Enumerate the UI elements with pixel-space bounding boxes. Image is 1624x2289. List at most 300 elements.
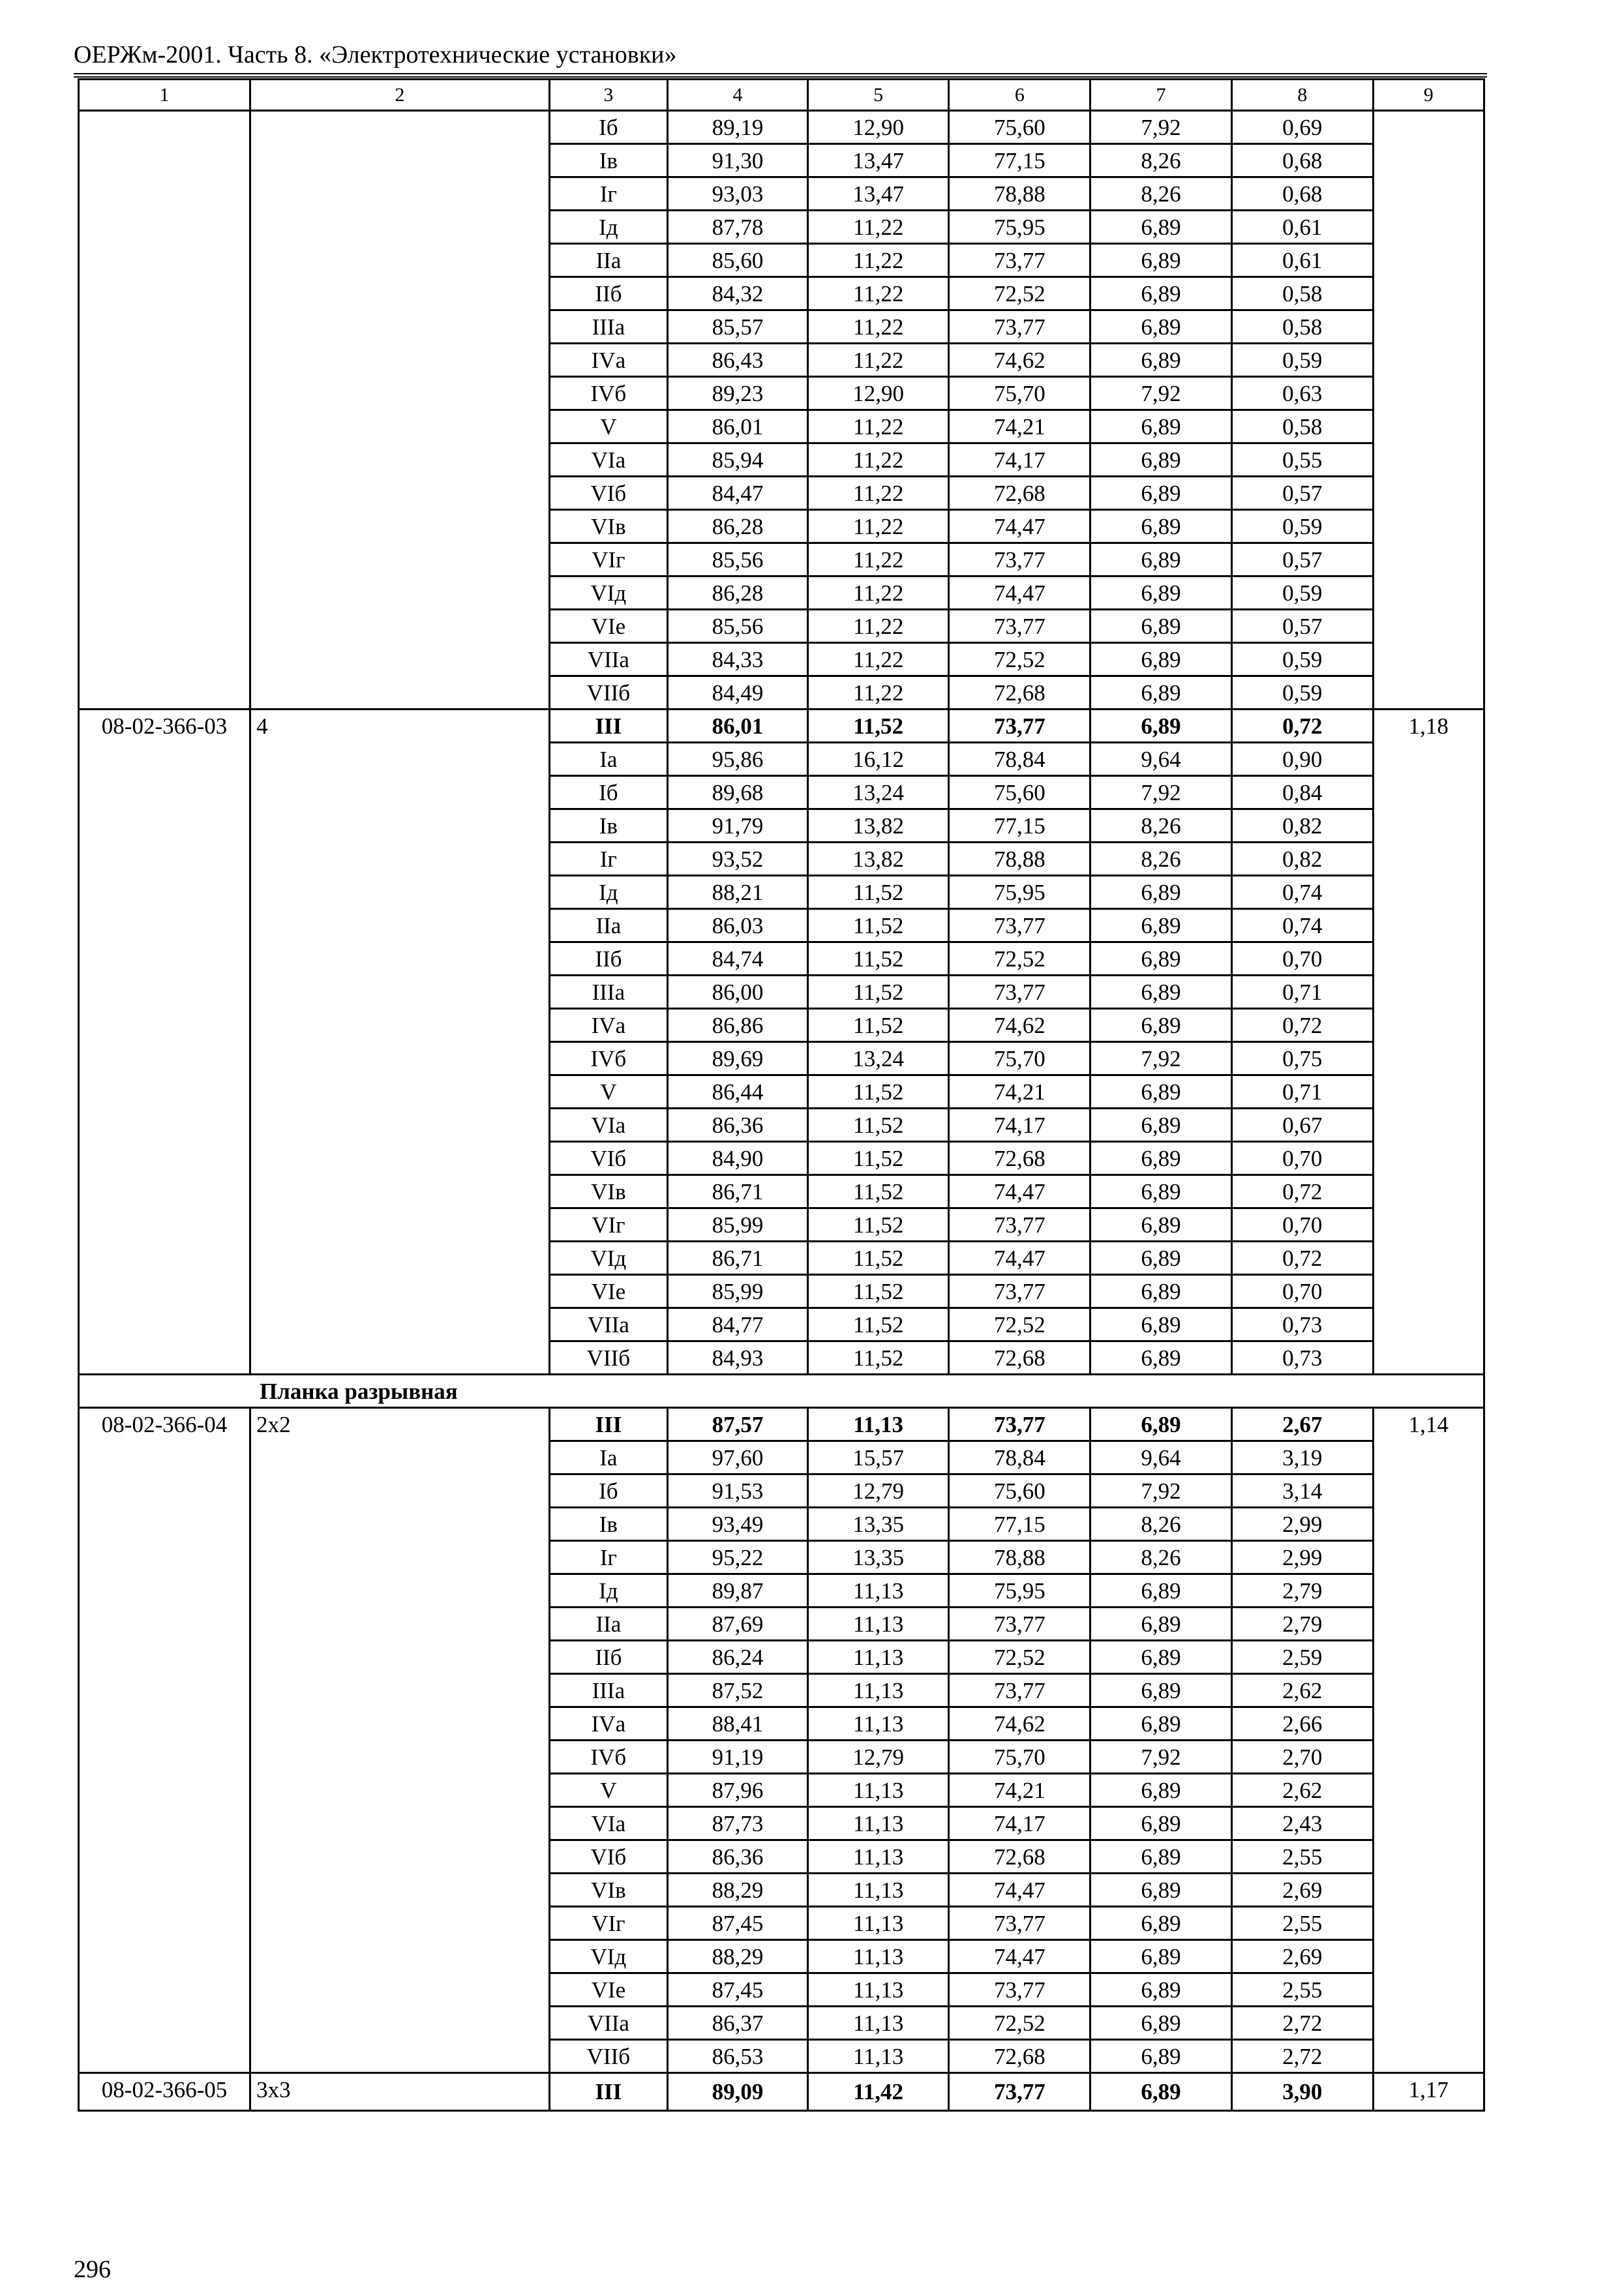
value-cell-c7: 6,89 — [1090, 1109, 1232, 1142]
value-cell-c6: 75,70 — [949, 1741, 1090, 1774]
zone-cell: IIб — [549, 1641, 667, 1674]
value-cell-c6: 73,77 — [949, 610, 1090, 643]
value-cell-c8: 2,72 — [1231, 2040, 1373, 2073]
value-cell-c8: 0,73 — [1231, 1308, 1373, 1341]
value-cell-c4: 88,21 — [668, 876, 808, 909]
value-cell-c6: 75,95 — [949, 1574, 1090, 1608]
coefficient-cell: 1,17 — [1373, 2073, 1484, 2111]
value-cell-c4: 88,29 — [668, 1940, 808, 1973]
zone-cell: IIа — [549, 244, 667, 277]
value-cell-c6: 75,95 — [949, 211, 1090, 244]
value-cell-c5: 11,13 — [807, 1807, 949, 1840]
value-cell-c7: 6,89 — [1090, 543, 1232, 576]
value-cell-c7: 6,89 — [1090, 1707, 1232, 1741]
value-cell-c6: 75,60 — [949, 776, 1090, 809]
value-cell-c8: 0,61 — [1231, 244, 1373, 277]
value-cell-c4: 85,56 — [668, 543, 808, 576]
zone-cell: Iб — [549, 1474, 667, 1508]
zone-cell: VIа — [549, 1109, 667, 1142]
value-cell-c7: 6,89 — [1090, 1674, 1232, 1707]
value-cell-c4: 86,01 — [668, 410, 808, 443]
value-cell-c4: 89,23 — [668, 377, 808, 410]
value-cell-c7: 6,89 — [1090, 1973, 1232, 2007]
value-cell-c4: 86,86 — [668, 1009, 808, 1042]
value-cell-c8: 0,59 — [1231, 344, 1373, 377]
value-cell-c8: 2,79 — [1231, 1608, 1373, 1641]
value-cell-c4: 91,79 — [668, 809, 808, 843]
value-cell-c8: 2,72 — [1231, 2007, 1373, 2040]
zone-cell: IVб — [549, 1042, 667, 1075]
value-cell-c7: 6,89 — [1090, 344, 1232, 377]
value-cell-c6: 75,95 — [949, 876, 1090, 909]
value-cell-c6: 77,15 — [949, 809, 1090, 843]
value-cell-c6: 73,77 — [949, 244, 1090, 277]
value-cell-c4: 89,19 — [668, 111, 808, 144]
value-cell-c8: 0,70 — [1231, 1275, 1373, 1308]
value-cell-c6: 73,77 — [949, 1275, 1090, 1308]
value-cell-c6: 72,52 — [949, 1641, 1090, 1674]
value-cell-c5: 11,52 — [807, 942, 949, 976]
value-cell-c5: 12,79 — [807, 1474, 949, 1508]
zone-cell: VIб — [549, 1142, 667, 1175]
zone-cell: VIг — [549, 1907, 667, 1940]
value-cell-c4: 86,01 — [668, 710, 808, 743]
value-cell-c8: 0,70 — [1231, 1208, 1373, 1242]
value-cell-c5: 11,22 — [807, 610, 949, 643]
value-cell-c5: 13,24 — [807, 776, 949, 809]
value-cell-c6: 72,68 — [949, 477, 1090, 510]
zone-cell: VIе — [549, 1275, 667, 1308]
value-cell-c8: 2,62 — [1231, 1674, 1373, 1707]
value-cell-c7: 9,64 — [1090, 743, 1232, 776]
value-cell-c4: 95,22 — [668, 1541, 808, 1574]
value-cell-c6: 73,77 — [949, 1608, 1090, 1641]
value-cell-c7: 8,26 — [1090, 843, 1232, 876]
value-cell-c7: 6,89 — [1090, 1608, 1232, 1641]
value-cell-c5: 11,52 — [807, 1009, 949, 1042]
value-cell-c7: 6,89 — [1090, 1308, 1232, 1341]
value-cell-c7: 6,89 — [1090, 1807, 1232, 1840]
value-cell-c6: 72,68 — [949, 676, 1090, 710]
value-cell-c7: 6,89 — [1090, 510, 1232, 543]
value-cell-c6: 74,17 — [949, 1109, 1090, 1142]
value-cell-c6: 74,47 — [949, 510, 1090, 543]
value-cell-c7: 6,89 — [1090, 576, 1232, 610]
zone-cell: VIIа — [549, 1308, 667, 1341]
value-cell-c4: 86,03 — [668, 909, 808, 942]
value-cell-c5: 11,22 — [807, 643, 949, 676]
value-cell-c7: 7,92 — [1090, 111, 1232, 144]
value-cell-c6: 78,88 — [949, 1541, 1090, 1574]
value-cell-c6: 72,52 — [949, 643, 1090, 676]
zone-cell: VIIб — [549, 1341, 667, 1375]
value-cell-c8: 2,55 — [1231, 1907, 1373, 1940]
value-cell-c4: 84,49 — [668, 676, 808, 710]
value-cell-c8: 2,43 — [1231, 1807, 1373, 1840]
value-cell-c7: 8,26 — [1090, 809, 1232, 843]
value-cell-c6: 73,77 — [949, 1907, 1090, 1940]
zone-cell: III — [549, 710, 667, 743]
value-cell-c7: 6,89 — [1090, 1874, 1232, 1907]
value-cell-c6: 74,47 — [949, 1940, 1090, 1973]
value-cell-c5: 11,13 — [807, 1774, 949, 1807]
zone-cell: Iг — [549, 1541, 667, 1574]
value-cell-c4: 91,19 — [668, 1741, 808, 1774]
table-row — [79, 710, 1484, 743]
value-cell-c7: 9,64 — [1090, 1441, 1232, 1474]
zone-cell: Iв — [549, 144, 667, 177]
zone-cell: III — [549, 1408, 667, 1441]
value-cell-c4: 85,99 — [668, 1275, 808, 1308]
value-cell-c6: 74,47 — [949, 1242, 1090, 1275]
value-cell-c8: 0,61 — [1231, 211, 1373, 244]
value-cell-c8: 2,59 — [1231, 1641, 1373, 1674]
value-cell-c7: 6,89 — [1090, 1574, 1232, 1608]
value-cell-c5: 13,82 — [807, 843, 949, 876]
value-cell-c4: 84,32 — [668, 277, 808, 310]
value-cell-c8: 2,62 — [1231, 1774, 1373, 1807]
zone-cell: Iв — [549, 1508, 667, 1541]
value-cell-c5: 11,52 — [807, 876, 949, 909]
value-cell-c7: 7,92 — [1090, 377, 1232, 410]
value-cell-c8: 0,58 — [1231, 410, 1373, 443]
zone-cell: Iд — [549, 211, 667, 244]
zone-cell: V — [549, 1774, 667, 1807]
value-cell-c7: 6,89 — [1090, 211, 1232, 244]
value-cell-c5: 13,35 — [807, 1508, 949, 1541]
value-cell-c6: 73,77 — [949, 543, 1090, 576]
value-cell-c5: 11,42 — [807, 2073, 949, 2111]
value-cell-c5: 11,52 — [807, 1308, 949, 1341]
value-cell-c8: 0,67 — [1231, 1109, 1373, 1142]
value-cell-c4: 89,09 — [668, 2073, 808, 2111]
zone-cell: IIIа — [549, 310, 667, 344]
value-cell-c4: 89,68 — [668, 776, 808, 809]
value-cell-c6: 73,77 — [949, 310, 1090, 344]
value-cell-c4: 86,28 — [668, 576, 808, 610]
value-cell-c7: 8,26 — [1090, 144, 1232, 177]
value-cell-c7: 6,89 — [1090, 1408, 1232, 1441]
value-cell-c4: 84,74 — [668, 942, 808, 976]
value-cell-c8: 0,82 — [1231, 809, 1373, 843]
value-cell-c6: 72,68 — [949, 1840, 1090, 1874]
value-cell-c6: 78,88 — [949, 177, 1090, 211]
value-cell-c4: 86,43 — [668, 344, 808, 377]
value-cell-c6: 73,77 — [949, 1674, 1090, 1707]
value-cell-c7: 6,89 — [1090, 244, 1232, 277]
zone-cell: III — [549, 2073, 667, 2111]
value-cell-c8: 0,72 — [1231, 1009, 1373, 1042]
value-cell-c7: 6,89 — [1090, 2073, 1232, 2111]
value-cell-c5: 13,82 — [807, 809, 949, 843]
value-cell-c4: 84,90 — [668, 1142, 808, 1175]
value-cell-c6: 78,88 — [949, 843, 1090, 876]
value-cell-c5: 11,22 — [807, 576, 949, 610]
value-cell-c5: 11,22 — [807, 443, 949, 477]
value-cell-c7: 6,89 — [1090, 1641, 1232, 1674]
value-cell-c4: 86,37 — [668, 2007, 808, 2040]
page-number: 296 — [74, 2256, 111, 2283]
value-cell-c5: 11,13 — [807, 1907, 949, 1940]
value-cell-c6: 74,47 — [949, 1175, 1090, 1208]
size-cell: 4 — [250, 710, 550, 1375]
zone-cell: IVа — [549, 1009, 667, 1042]
value-cell-c8: 2,99 — [1231, 1508, 1373, 1541]
value-cell-c6: 77,15 — [949, 144, 1090, 177]
value-cell-c6: 74,62 — [949, 1707, 1090, 1741]
value-cell-c4: 95,86 — [668, 743, 808, 776]
value-cell-c6: 75,60 — [949, 1474, 1090, 1508]
value-cell-c8: 2,99 — [1231, 1541, 1373, 1574]
value-cell-c8: 3,14 — [1231, 1474, 1373, 1508]
value-cell-c4: 85,60 — [668, 244, 808, 277]
value-cell-c8: 3,90 — [1231, 2073, 1373, 2111]
zone-cell: Iа — [549, 743, 667, 776]
value-cell-c6: 73,77 — [949, 909, 1090, 942]
value-cell-c8: 0,71 — [1231, 1075, 1373, 1109]
value-cell-c6: 72,52 — [949, 1308, 1090, 1341]
value-cell-c4: 89,87 — [668, 1574, 808, 1608]
zone-cell: VIв — [549, 510, 667, 543]
value-cell-c5: 11,13 — [807, 1707, 949, 1741]
value-cell-c4: 91,53 — [668, 1474, 808, 1508]
value-cell-c4: 85,56 — [668, 610, 808, 643]
zone-cell: Iг — [549, 177, 667, 211]
value-cell-c8: 0,59 — [1231, 643, 1373, 676]
column-number: 7 — [1090, 80, 1232, 111]
value-cell-c7: 6,89 — [1090, 1142, 1232, 1175]
value-cell-c4: 86,71 — [668, 1175, 808, 1208]
section-title: Планка разрывная — [79, 1375, 1484, 1408]
value-cell-c4: 97,60 — [668, 1441, 808, 1474]
zone-cell: V — [549, 410, 667, 443]
value-cell-c8: 0,71 — [1231, 976, 1373, 1009]
value-cell-c6: 73,77 — [949, 2073, 1090, 2111]
value-cell-c6: 74,47 — [949, 576, 1090, 610]
value-cell-c6: 73,77 — [949, 710, 1090, 743]
value-cell-c4: 86,28 — [668, 510, 808, 543]
zone-cell: Iб — [549, 111, 667, 144]
value-cell-c5: 11,22 — [807, 410, 949, 443]
value-cell-c4: 85,94 — [668, 443, 808, 477]
value-cell-c4: 86,36 — [668, 1109, 808, 1142]
value-cell-c8: 0,59 — [1231, 510, 1373, 543]
value-cell-c7: 6,89 — [1090, 909, 1232, 942]
value-cell-c5: 12,90 — [807, 111, 949, 144]
column-number-row — [79, 80, 1484, 111]
value-cell-c8: 0,72 — [1231, 1175, 1373, 1208]
zone-cell: VIд — [549, 1940, 667, 1973]
zone-cell: VIа — [549, 1807, 667, 1840]
norm-code-cell — [79, 111, 250, 710]
value-cell-c5: 11,52 — [807, 1075, 949, 1109]
value-cell-c6: 74,17 — [949, 443, 1090, 477]
value-cell-c5: 11,13 — [807, 2040, 949, 2073]
value-cell-c6: 75,60 — [949, 111, 1090, 144]
column-number: 9 — [1373, 80, 1484, 111]
value-cell-c5: 11,22 — [807, 211, 949, 244]
zone-cell: VIг — [549, 543, 667, 576]
value-cell-c7: 6,89 — [1090, 2007, 1232, 2040]
value-cell-c5: 11,13 — [807, 1940, 949, 1973]
value-cell-c7: 6,89 — [1090, 643, 1232, 676]
zone-cell: VIIа — [549, 643, 667, 676]
value-cell-c5: 11,13 — [807, 1973, 949, 2007]
value-cell-c4: 86,44 — [668, 1075, 808, 1109]
value-cell-c4: 88,41 — [668, 1707, 808, 1741]
coefficient-cell: 1,14 — [1373, 1408, 1484, 2073]
zone-cell: VIа — [549, 443, 667, 477]
value-cell-c8: 0,68 — [1231, 144, 1373, 177]
value-cell-c7: 7,92 — [1090, 1042, 1232, 1075]
value-cell-c8: 0,72 — [1231, 1242, 1373, 1275]
value-cell-c6: 73,77 — [949, 1408, 1090, 1441]
zone-cell: Iд — [549, 876, 667, 909]
zone-cell: VIIб — [549, 676, 667, 710]
value-cell-c8: 0,58 — [1231, 277, 1373, 310]
value-cell-c7: 6,89 — [1090, 976, 1232, 1009]
zone-cell: Iа — [549, 1441, 667, 1474]
value-cell-c7: 6,89 — [1090, 1774, 1232, 1807]
value-cell-c8: 2,70 — [1231, 1741, 1373, 1774]
coefficient-cell: 1,18 — [1373, 710, 1484, 1375]
value-cell-c4: 85,99 — [668, 1208, 808, 1242]
value-cell-c8: 2,55 — [1231, 1840, 1373, 1874]
value-cell-c4: 89,69 — [668, 1042, 808, 1075]
size-cell: 3х3 — [250, 2073, 550, 2111]
value-cell-c6: 74,47 — [949, 1874, 1090, 1907]
table-body — [79, 80, 1484, 2111]
value-cell-c6: 72,52 — [949, 942, 1090, 976]
value-cell-c8: 2,79 — [1231, 1574, 1373, 1608]
value-cell-c8: 0,68 — [1231, 177, 1373, 211]
value-cell-c7: 8,26 — [1090, 1508, 1232, 1541]
value-cell-c5: 11,52 — [807, 710, 949, 743]
value-cell-c5: 11,52 — [807, 1109, 949, 1142]
value-cell-c5: 15,57 — [807, 1441, 949, 1474]
value-cell-c4: 93,52 — [668, 843, 808, 876]
value-cell-c7: 6,89 — [1090, 1840, 1232, 1874]
value-cell-c6: 72,68 — [949, 2040, 1090, 2073]
value-cell-c5: 11,52 — [807, 1142, 949, 1175]
value-cell-c5: 11,13 — [807, 1840, 949, 1874]
zone-cell: IVа — [549, 344, 667, 377]
page-header: ОЕРЖм-2001. Часть 8. «Электротехнические установки» — [74, 41, 677, 68]
value-cell-c7: 6,89 — [1090, 1208, 1232, 1242]
table-row — [79, 2073, 1484, 2111]
value-cell-c7: 6,89 — [1090, 2040, 1232, 2073]
value-cell-c8: 2,69 — [1231, 1874, 1373, 1907]
size-cell: 2х2 — [250, 1408, 550, 2073]
value-cell-c5: 11,22 — [807, 477, 949, 510]
value-cell-c5: 11,13 — [807, 1574, 949, 1608]
value-cell-c4: 88,29 — [668, 1874, 808, 1907]
value-cell-c7: 6,89 — [1090, 876, 1232, 909]
zone-cell: Iв — [549, 809, 667, 843]
value-cell-c7: 7,92 — [1090, 776, 1232, 809]
value-cell-c8: 0,57 — [1231, 543, 1373, 576]
value-cell-c7: 6,89 — [1090, 610, 1232, 643]
value-cell-c6: 74,21 — [949, 410, 1090, 443]
value-cell-c7: 6,89 — [1090, 1175, 1232, 1208]
value-cell-c4: 87,52 — [668, 1674, 808, 1707]
value-cell-c4: 87,45 — [668, 1973, 808, 2007]
header-rule-secondary — [74, 76, 1487, 78]
value-cell-c4: 87,69 — [668, 1608, 808, 1641]
zone-cell: IIа — [549, 1608, 667, 1641]
value-cell-c8: 3,19 — [1231, 1441, 1373, 1474]
zone-cell: V — [549, 1075, 667, 1109]
value-cell-c5: 11,22 — [807, 543, 949, 576]
zone-cell: IIб — [549, 942, 667, 976]
value-cell-c6: 75,70 — [949, 1042, 1090, 1075]
value-cell-c8: 0,75 — [1231, 1042, 1373, 1075]
value-cell-c6: 72,52 — [949, 2007, 1090, 2040]
value-cell-c7: 6,89 — [1090, 1341, 1232, 1375]
column-number: 3 — [549, 80, 667, 111]
column-number: 4 — [668, 80, 808, 111]
zone-cell: VIе — [549, 610, 667, 643]
value-cell-c6: 72,52 — [949, 277, 1090, 310]
column-number: 5 — [807, 80, 949, 111]
value-cell-c4: 93,49 — [668, 1508, 808, 1541]
value-cell-c5: 11,22 — [807, 676, 949, 710]
value-cell-c7: 6,89 — [1090, 942, 1232, 976]
header-rule — [74, 73, 1487, 74]
value-cell-c7: 6,89 — [1090, 277, 1232, 310]
value-cell-c8: 0,74 — [1231, 909, 1373, 942]
value-cell-c5: 12,79 — [807, 1741, 949, 1774]
section-title-row — [79, 1375, 1484, 1408]
value-cell-c7: 6,89 — [1090, 1907, 1232, 1940]
value-cell-c8: 2,69 — [1231, 1940, 1373, 1973]
value-cell-c4: 86,00 — [668, 976, 808, 1009]
value-cell-c5: 13,47 — [807, 144, 949, 177]
value-cell-c4: 84,77 — [668, 1308, 808, 1341]
value-cell-c6: 74,62 — [949, 1009, 1090, 1042]
norm-code-cell: 08-02-366-04 — [79, 1408, 250, 2073]
value-cell-c7: 6,89 — [1090, 1940, 1232, 1973]
value-cell-c5: 11,52 — [807, 1175, 949, 1208]
value-cell-c7: 6,89 — [1090, 1075, 1232, 1109]
value-cell-c5: 16,12 — [807, 743, 949, 776]
value-cell-c5: 11,13 — [807, 1674, 949, 1707]
value-cell-c7: 7,92 — [1090, 1474, 1232, 1508]
table-row — [79, 1408, 1484, 1441]
value-cell-c7: 6,89 — [1090, 1009, 1232, 1042]
value-cell-c8: 0,58 — [1231, 310, 1373, 344]
value-cell-c8: 0,84 — [1231, 776, 1373, 809]
column-number: 1 — [79, 80, 250, 111]
zone-cell: IVб — [549, 377, 667, 410]
value-cell-c8: 0,82 — [1231, 843, 1373, 876]
value-cell-c8: 0,70 — [1231, 1142, 1373, 1175]
value-cell-c4: 85,57 — [668, 310, 808, 344]
value-cell-c6: 78,84 — [949, 743, 1090, 776]
value-cell-c6: 77,15 — [949, 1508, 1090, 1541]
value-cell-c6: 74,17 — [949, 1807, 1090, 1840]
value-cell-c7: 6,89 — [1090, 1242, 1232, 1275]
value-cell-c4: 84,47 — [668, 477, 808, 510]
value-cell-c8: 0,63 — [1231, 377, 1373, 410]
value-cell-c5: 11,13 — [807, 1608, 949, 1641]
value-cell-c5: 11,13 — [807, 1408, 949, 1441]
value-cell-c5: 11,22 — [807, 344, 949, 377]
value-cell-c8: 0,74 — [1231, 876, 1373, 909]
value-cell-c6: 74,62 — [949, 344, 1090, 377]
value-cell-c6: 74,21 — [949, 1774, 1090, 1807]
value-cell-c5: 11,13 — [807, 1641, 949, 1674]
